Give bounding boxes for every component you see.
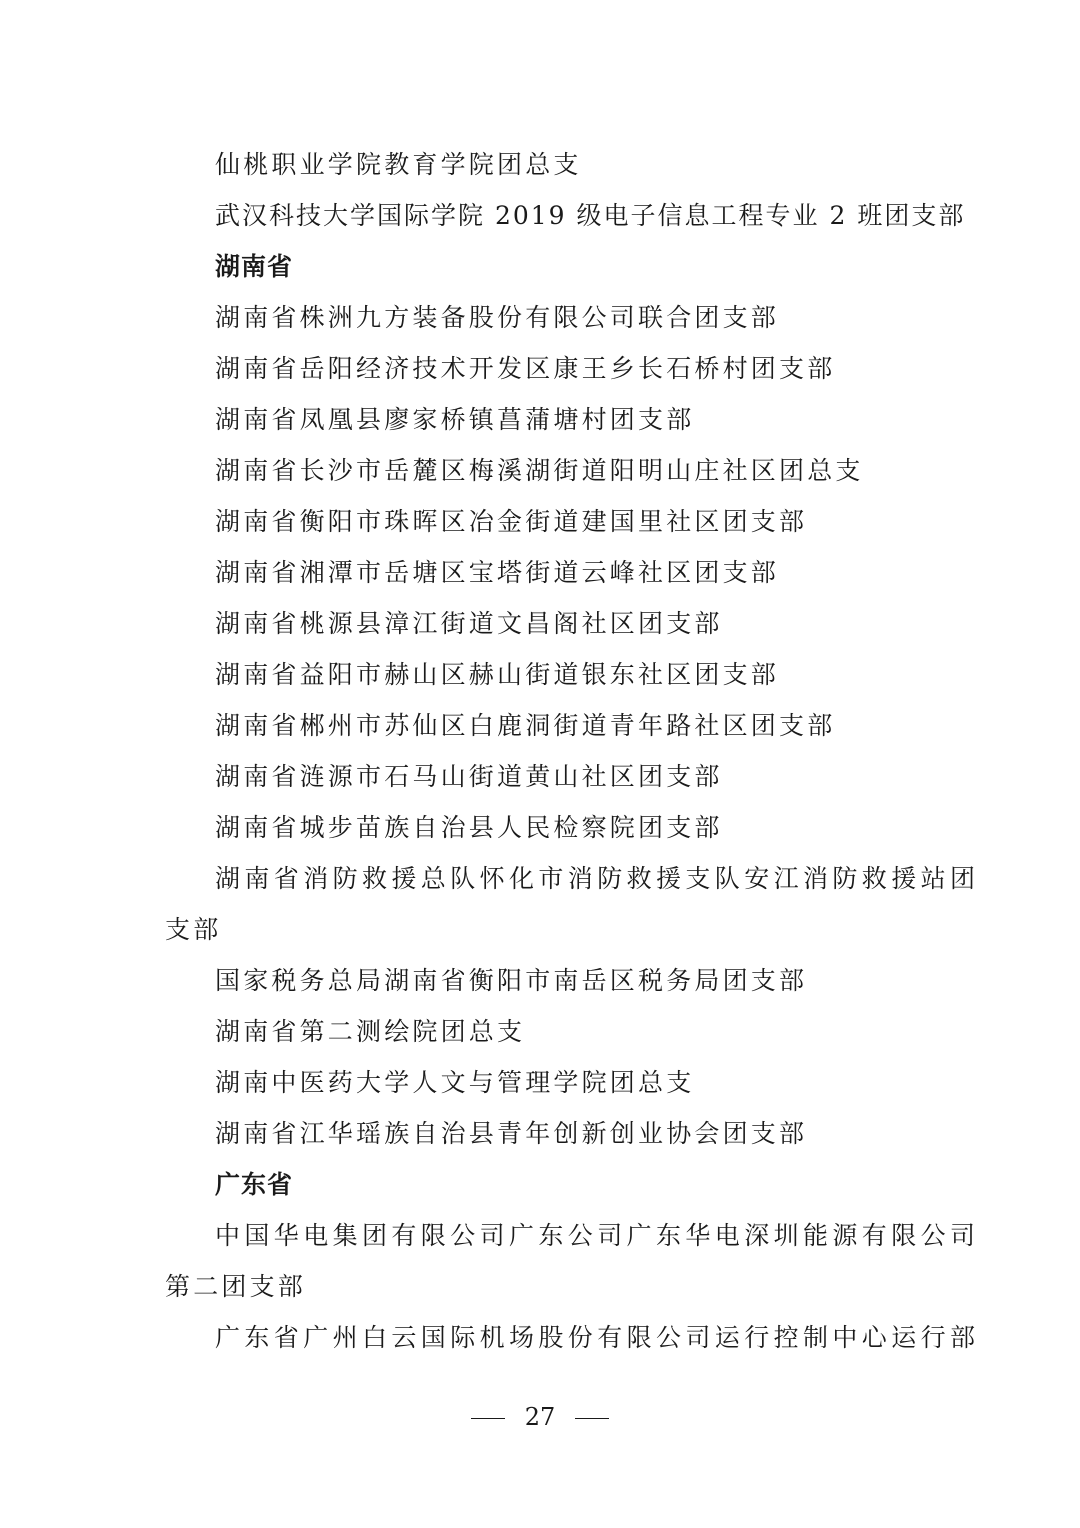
list-item: 中国华电集团有限公司广东公司广东华电深圳能源有限公司 xyxy=(215,1221,980,1250)
list-item-continuation: 支部 xyxy=(165,915,222,944)
dash-left xyxy=(471,1418,505,1419)
list-item: 国家税务总局湖南省衡阳市南岳区税务局团支部 xyxy=(215,966,808,995)
province-heading-hunan: 湖南省 xyxy=(215,252,294,281)
list-item: 仙桃职业学院教育学院团总支 xyxy=(215,150,582,179)
list-item: 湖南省益阳市赫山区赫山街道银东社区团支部 xyxy=(215,660,780,689)
list-item: 广东省广州白云国际机场股份有限公司运行控制中心运行部 xyxy=(215,1323,980,1352)
page-footer xyxy=(0,1400,1080,1434)
org-list xyxy=(165,139,980,1363)
list-item: 湖南中医药大学人文与管理学院团总支 xyxy=(215,1068,695,1097)
list-item: 湖南省城步苗族自治县人民检察院团支部 xyxy=(215,813,723,842)
province-heading-guangdong: 广东省 xyxy=(215,1170,294,1199)
list-item: 湖南省江华瑶族自治县青年创新创业协会团支部 xyxy=(215,1119,808,1148)
list-item: 湖南省第二测绘院团总支 xyxy=(215,1017,526,1046)
list-item: 湖南省凤凰县廖家桥镇菖蒲塘村团支部 xyxy=(215,405,695,434)
list-item: 湖南省长沙市岳麓区梅溪湖街道阳明山庄社区团总支 xyxy=(215,456,864,485)
list-item: 湖南省湘潭市岳塘区宝塔街道云峰社区团支部 xyxy=(215,558,780,587)
list-item-continuation: 第二团支部 xyxy=(165,1272,307,1301)
list-item: 湖南省消防救援总队怀化市消防救援支队安江消防救援站团 xyxy=(215,864,980,893)
list-item: 湖南省岳阳经济技术开发区康王乡长石桥村团支部 xyxy=(215,354,836,383)
list-item: 武汉科技大学国际学院 2019 级电子信息工程专业 2 班团支部 xyxy=(215,201,966,230)
list-item: 湖南省涟源市石马山街道黄山社区团支部 xyxy=(215,762,723,791)
list-item: 湖南省郴州市苏仙区白鹿洞街道青年路社区团支部 xyxy=(215,711,836,740)
dash-right xyxy=(575,1418,609,1419)
list-item: 湖南省桃源县漳江街道文昌阁社区团支部 xyxy=(215,609,723,638)
list-item: 湖南省衡阳市珠晖区冶金街道建国里社区团支部 xyxy=(215,507,808,536)
list-item: 湖南省株洲九方装备股份有限公司联合团支部 xyxy=(215,303,780,332)
page-number: 27 xyxy=(524,1403,556,1431)
